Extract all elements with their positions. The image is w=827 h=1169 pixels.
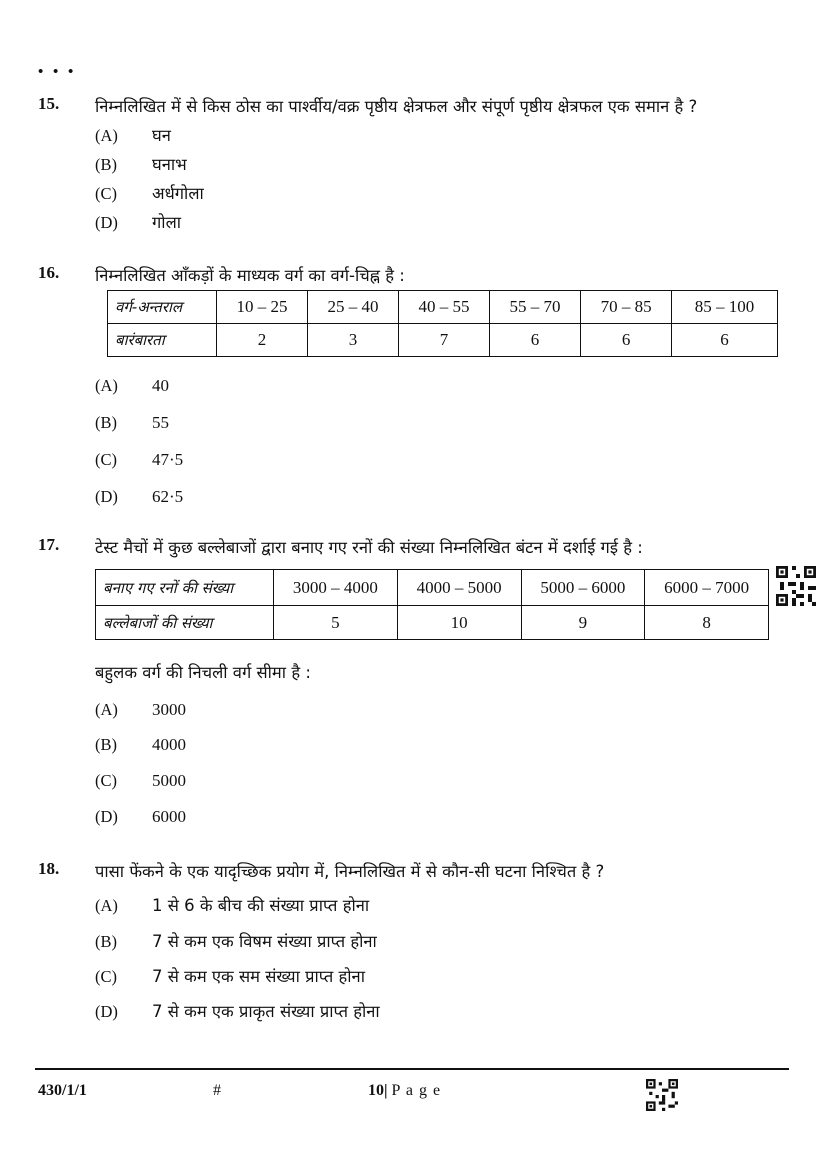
q16-option-c: (C) 47·5	[95, 450, 184, 469]
footer-hash: #	[213, 1082, 221, 1099]
q16-table-cell: 3	[308, 324, 399, 357]
question-15-text: निम्नलिखित में से किस ठोस का पार्श्वीय/वक्र पृष्ठीय क्षेत्रफल और संपूर्ण पृष्ठीय क्षेत्रफल एक समान है ?	[95, 97, 698, 116]
q16-option-a: (A) 40	[95, 376, 169, 395]
q16-table	[107, 290, 778, 357]
footer-page-number: 10| P a g e	[368, 1082, 442, 1099]
q16-table-cell: 6	[581, 324, 672, 357]
q17-table-cell: 6000 – 7000	[645, 570, 769, 606]
question-17-number: 17.	[38, 535, 60, 554]
q17-table-row	[96, 606, 769, 640]
question-16-number: 16.	[38, 263, 60, 282]
q17-table-cell: 5	[274, 606, 398, 640]
q16-table-cell: 85 – 100	[672, 291, 778, 324]
q17-table-cell: 4000 – 5000	[397, 570, 521, 606]
q17-table	[95, 569, 769, 640]
q17-table-cell: 10	[397, 606, 521, 640]
q18-option-c: (C) 7 से कम एक सम संख्या प्राप्त होना	[95, 967, 365, 986]
q16-table-cell: 7	[399, 324, 490, 357]
q17-table-cell: 5000 – 6000	[521, 570, 645, 606]
q16-table-cell: 6	[672, 324, 778, 357]
header-dots: • • •	[38, 64, 77, 80]
footer-paper-code: 430/1/1	[38, 1082, 87, 1099]
q17-option-b: (B) 4000	[95, 735, 186, 754]
question-15-number: 15.	[38, 94, 60, 113]
q16-table-cell: 2	[217, 324, 308, 357]
q17-table-cell: 9	[521, 606, 645, 640]
q16-table-cell: 6	[490, 324, 581, 357]
footer-qr-code-icon	[646, 1079, 678, 1111]
q17-option-a: (A) 3000	[95, 700, 186, 719]
question-17-subtext: बहुलक वर्ग की निचली वर्ग सीमा है :	[95, 663, 311, 682]
q16-table-cell: 40 – 55	[399, 291, 490, 324]
q18-option-d: (D) 7 से कम एक प्राकृत संख्या प्राप्त होना	[95, 1002, 380, 1021]
qr-code-icon	[776, 566, 816, 606]
q16-option-b: (B) 55	[95, 413, 169, 432]
question-16-text: निम्नलिखित आँकड़ों के माध्यक वर्ग का वर्ग-चिह्न है :	[95, 266, 405, 285]
q17-table-header-cell: बल्लेबाजों की संख्या	[96, 606, 274, 640]
q17-table-cell: 8	[645, 606, 769, 640]
q16-table-header-cell: बारंबारता	[108, 324, 217, 357]
q17-table-row	[96, 570, 769, 606]
question-18-text: पासा फेंकने के एक यादृच्छिक प्रयोग में, निम्नलिखित में से कौन-सी घटना निश्चित है ?	[95, 862, 605, 881]
question-18-number: 18.	[38, 859, 60, 878]
q16-table-cell: 70 – 85	[581, 291, 672, 324]
q17-table-header-cell: बनाए गए रनों की संख्या	[96, 570, 274, 606]
q17-option-c: (C) 5000	[95, 771, 186, 790]
footer-page-word: P a g e	[391, 1082, 442, 1099]
q16-table-row	[108, 291, 778, 324]
q15-option-b: (B) घनाभ	[95, 155, 187, 174]
q16-table-cell: 55 – 70	[490, 291, 581, 324]
q16-table-cell: 25 – 40	[308, 291, 399, 324]
footer-divider	[35, 1068, 789, 1070]
q15-option-a: (A) घन	[95, 126, 171, 145]
q16-table-row	[108, 324, 778, 357]
q15-option-c: (C) अर्धगोला	[95, 184, 204, 203]
q16-option-d: (D) 62·5	[95, 487, 184, 506]
q17-option-d: (D) 6000	[95, 807, 186, 826]
q16-table-cell: 10 – 25	[217, 291, 308, 324]
q16-table-header-cell: वर्ग-अन्तराल	[108, 291, 217, 324]
q17-table-cell: 3000 – 4000	[274, 570, 398, 606]
q18-option-a: (A) 1 से 6 के बीच की संख्या प्राप्त होना	[95, 896, 370, 915]
q15-option-d: (D) गोला	[95, 213, 182, 232]
question-17-text: टेस्ट मैचों में कुछ बल्लेबाजों द्वारा बनाए गए रनों की संख्या निम्नलिखित बंटन में दर्शाई गई है :	[95, 538, 643, 557]
q18-option-b: (B) 7 से कम एक विषम संख्या प्राप्त होना	[95, 932, 377, 951]
